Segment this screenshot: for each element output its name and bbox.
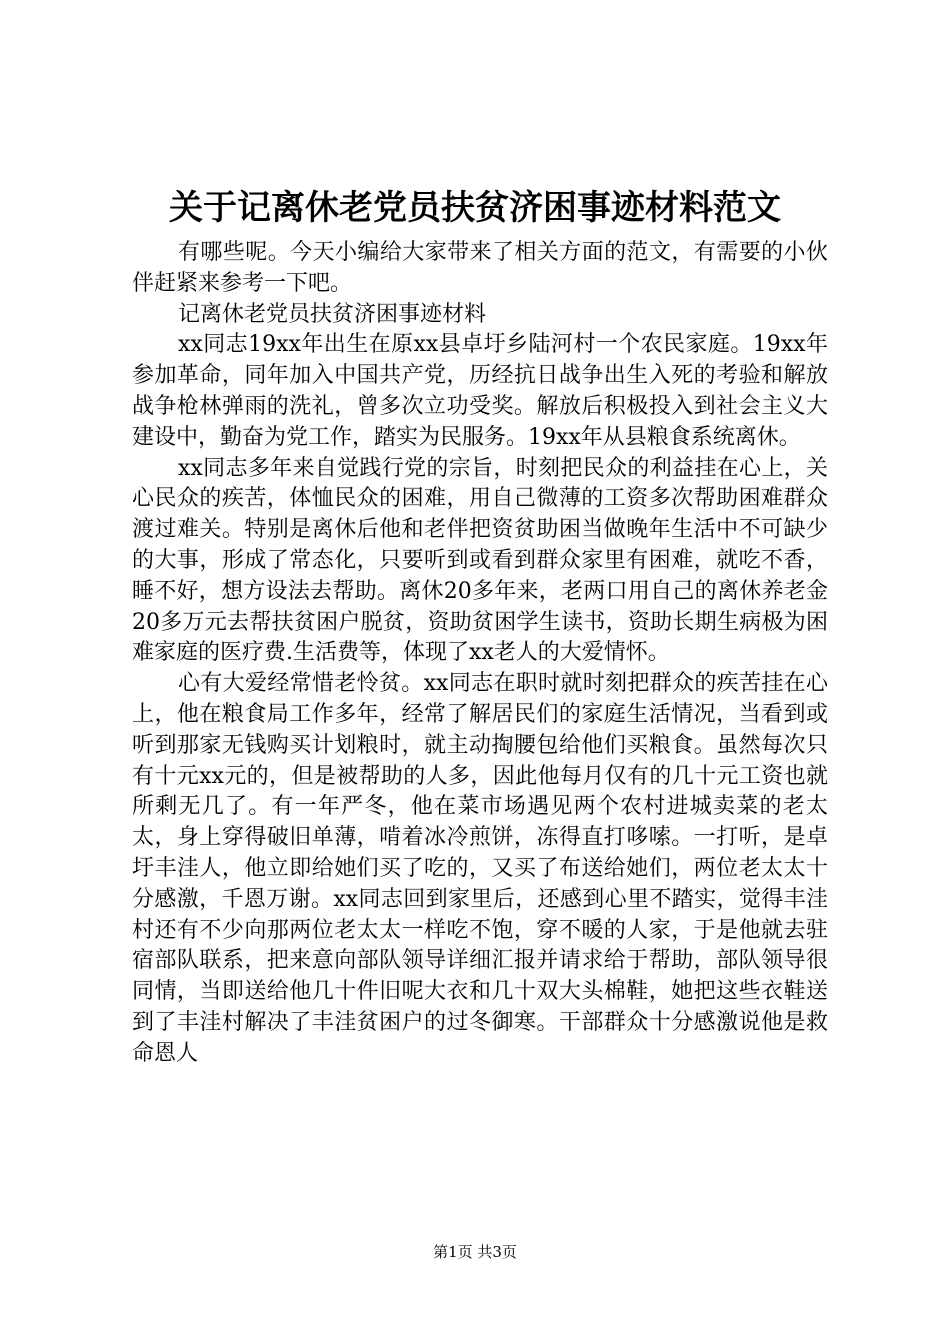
paragraph-background: xx同志19xx年出生在原xx县卓圩乡陆河村一个农民家庭。19xx年参加革命，同年加入中国共产党，历经抗日战争出生入死的考验和解放战争枪林弹雨的洗礼，曾多次立功受奖。解放后积极投入到社会主义大建设中，勤奋为党工作，踏实为民服务。19xx年从县粮食系统离休。 — [132, 332, 828, 450]
paragraph-poverty-aid: xx同志多年来自觉践行党的宗旨，时刻把民众的利益挂在心上，关心民众的疾苦，体恤民众的困难，用自己微薄的工资多次帮助困难群众渡过难关。特别是离休后他和老伴把资贫助困当做晚年生活中不可缺少的大事，形成了常态化，只要听到或看到群众家里有困难，就吃不香，睡不好，想方设法去帮助。离休20多年来，老两口用自己的离休养老金20多万元去帮扶贫困户脱贫，资助贫困学生读书，资助长期生病极为困难家庭的医疗费.生活费等，体现了xx老人的大爱情怀。 — [132, 455, 828, 666]
document-title: 关于记离休老党员扶贫济困事迹材料范文 — [169, 188, 781, 228]
paragraph-compassion: 心有大爱经常惜老怜贫。xx同志在职时就时刻把群众的疾苦挂在心上，他在粮食局工作多年，经常了解居民们的家庭生活情况，当看到或听到那家无钱购买计划粮时，就主动掏腰包给他们买粮食。虽然每次只有十元xx元的，但是被帮助的人多，因此他每月仅有的几十元工资也就所剩无几了。有一年严冬，他在菜市场遇见两个农村进城卖菜的老太太，身上穿得破旧单薄，啃着冰冷煎饼，冻得直打哆嗦。一打听，是卓圩丰洼人，他立即给她们买了吃的，又买了布送给她们，两位老太太十分感激，千恩万谢。xx同志回到家里后，还感到心里不踏实，觉得丰洼村还有不少向那两位老太太一样吃不饱，穿不暖的人家，于是他就去驻宿部队联系，把来意向部队领导详细汇报并请求给于帮助，部队领导很同情，当即送给他几十件旧呢大衣和几十双大头棉鞋，她把这些衣鞋送到了丰洼村解决了丰洼贫困户的过冬御寒。干部群众十分感激说他是救命恩人 — [132, 671, 828, 1066]
page-number-footer: 第1页 共3页 — [433, 1243, 517, 1261]
document-body — [132, 238, 828, 1070]
paragraph-subtitle: 记离休老党员扶贫济困事迹材料 — [178, 301, 487, 327]
paragraph-intro: 有哪些呢。今天小编给大家带来了相关方面的范文，有需要的小伙伴赶紧来参考一下吧。 — [132, 240, 828, 296]
